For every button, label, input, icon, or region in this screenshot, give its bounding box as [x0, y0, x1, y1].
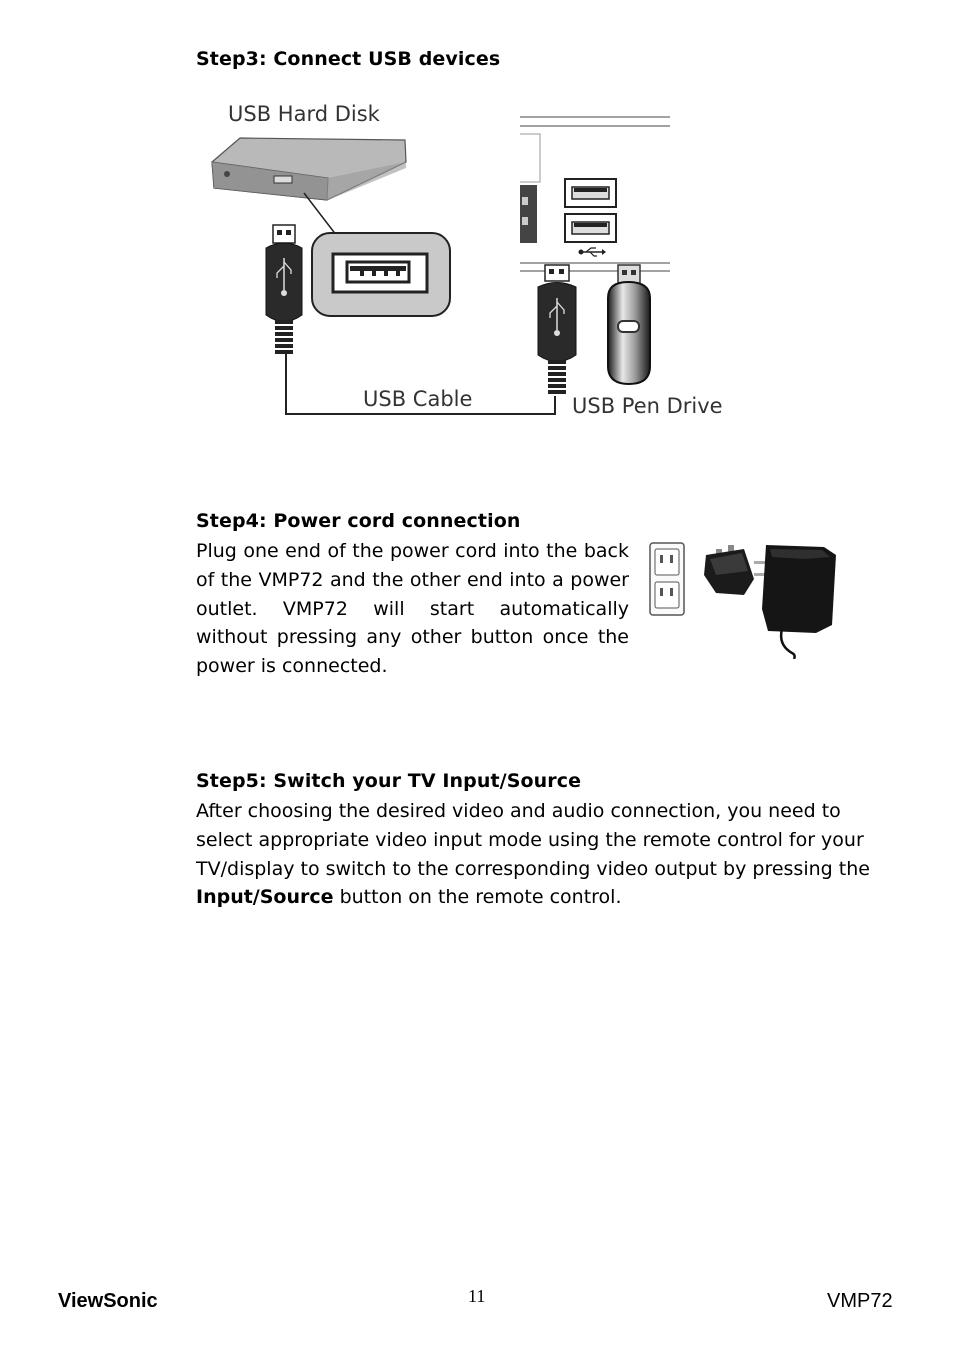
usb-plug-right-icon — [538, 265, 576, 394]
power-adapter-image — [646, 535, 842, 659]
step3-heading: Step3: Connect USB devices — [196, 48, 501, 70]
step5-heading: Step5: Switch your TV Input/Source — [196, 770, 582, 792]
usb-pen-drive-label: USB Pen Drive — [572, 394, 723, 418]
usb-port-top-icon — [565, 179, 616, 207]
usb-cable-label: USB Cable — [363, 387, 473, 411]
usb-port-bottom-icon — [565, 214, 616, 242]
step5-body-text-end: button on the remote control. — [333, 886, 622, 909]
usb-symbol-icon — [579, 248, 607, 256]
usb-plug-left-icon — [266, 225, 302, 354]
footer-brand: ViewSonic — [58, 1290, 158, 1312]
usb-port-callout — [312, 233, 450, 316]
power-brick-icon — [754, 545, 836, 659]
input-source-label: Input/Source — [196, 886, 334, 909]
wall-outlet-icon — [650, 543, 684, 615]
step4-heading: Step4: Power cord connection — [196, 510, 521, 532]
step5-body-text: After choosing the desired video and audio connection, you need to select appropriate video input mode using the remote control for your TV/display to switch to the corresponding video output by pressing the — [196, 800, 870, 880]
step4-body: Plug one end of the power cord into the back of the VMP72 and the other end into a power outlet. VMP72 will start automatically without pressing any other button once the power is connected. — [196, 540, 629, 678]
usb-hard-disk-icon — [212, 138, 406, 240]
step5-body — [196, 797, 886, 912]
footer-model: VMP72 — [827, 1290, 893, 1312]
hard-disk-label: USB Hard Disk — [228, 102, 380, 126]
plug-adapter-icon — [704, 545, 754, 595]
usb-pen-drive-icon — [608, 265, 650, 384]
page-number: 11 — [468, 1286, 486, 1306]
usb-connection-diagram — [200, 90, 740, 430]
